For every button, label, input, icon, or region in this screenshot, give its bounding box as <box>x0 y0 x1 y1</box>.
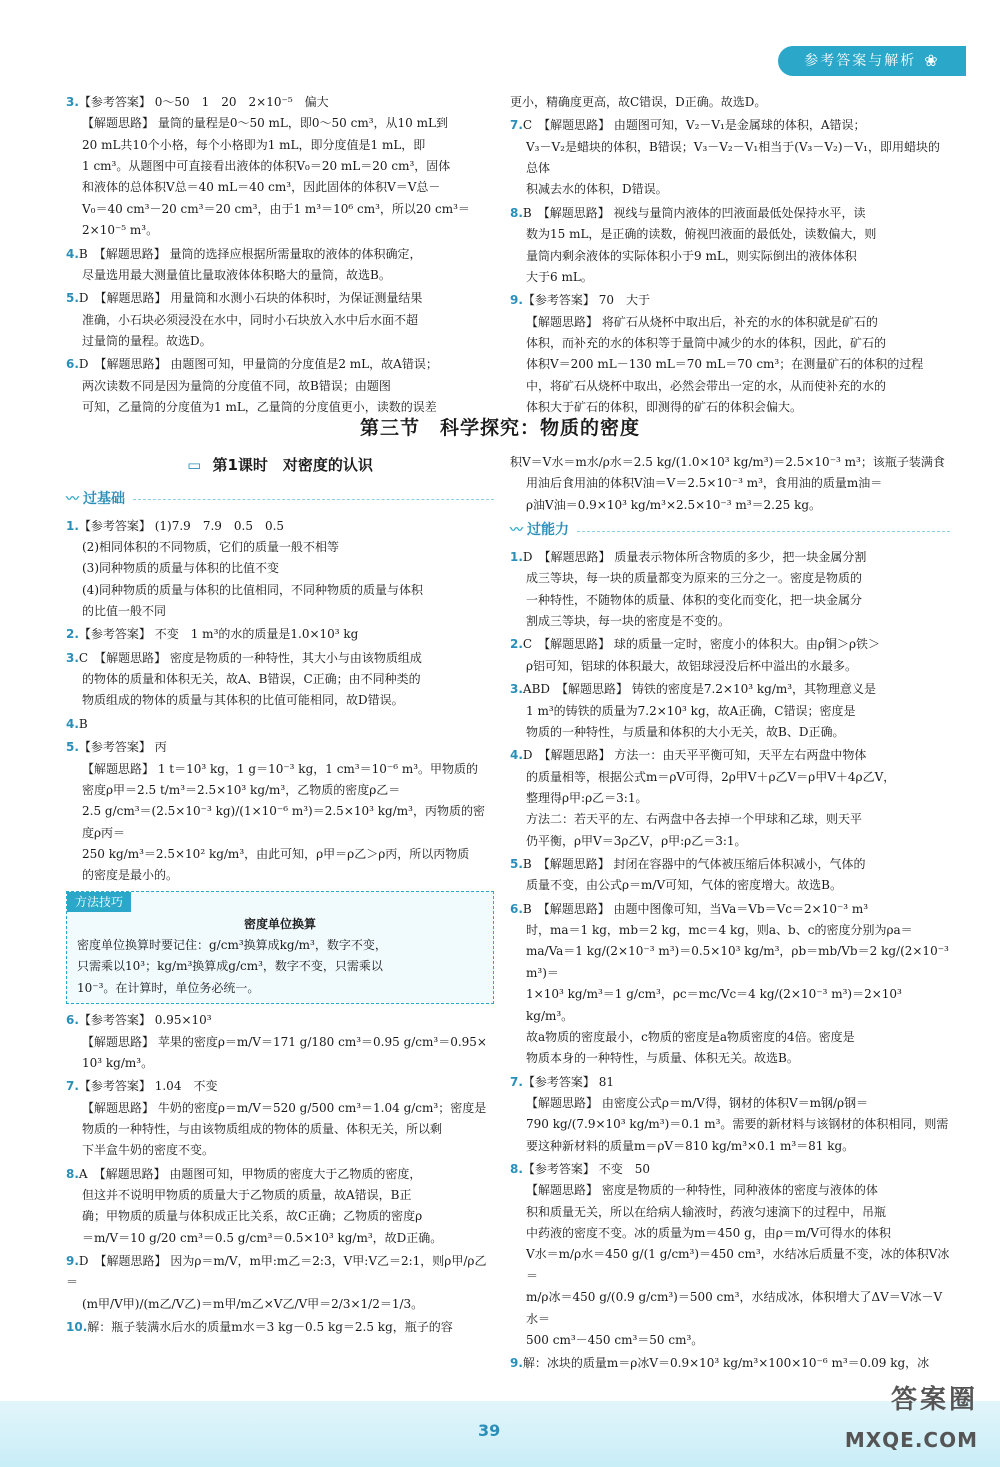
left-bottom-column <box>66 452 494 1341</box>
watermark-line2: MXQE.COM <box>844 1428 978 1453</box>
lesson-title-text: 第1课时 对密度的认识 <box>212 456 373 474</box>
answer-line <box>66 199 494 220</box>
tip-tag: 方法技巧 <box>67 892 131 912</box>
answer-line <box>66 376 494 397</box>
answer-line <box>66 265 494 286</box>
answer-line <box>510 290 950 311</box>
answer-line <box>510 92 950 113</box>
answer-line <box>66 331 494 352</box>
item-number: 2. <box>66 627 79 642</box>
answer-line <box>510 1202 950 1223</box>
answer-line <box>510 224 950 245</box>
answer-text: 的密度是最小的。 <box>82 868 179 883</box>
item-number: 5. <box>510 857 523 872</box>
answer-line <box>66 354 494 375</box>
answer-text: 【参考答案】 70 大于 <box>522 293 651 308</box>
answer-line <box>510 246 950 267</box>
answer-item <box>510 854 950 897</box>
answer-line <box>510 1223 950 1244</box>
answer-line <box>510 1093 950 1114</box>
answer-line <box>66 1251 494 1294</box>
answer-text: 两次读数不同是因为量筒的分度值不同，故B错误；由题图 <box>82 378 391 393</box>
answer-line <box>66 537 494 558</box>
answer-text: 【参考答案】 0～50 1 20 2×10⁻⁵ 偏大 <box>78 95 329 109</box>
answer-text: 积和质量无关，所以在给病人输液时，药液匀速滴下的过程中，吊瓶 <box>526 1204 887 1219</box>
answer-text: ABD 【解题思路】 铸铁的密度是7.2×10³ kg/m³，其物理意义是 <box>522 682 877 697</box>
answer-line <box>66 310 494 331</box>
lesson-title <box>66 452 494 479</box>
answer-line <box>510 875 950 896</box>
answer-text: 量筒内剩余液体的实际体积小于9 mL，则实际倒出的液体体积 <box>526 248 857 263</box>
answer-text: B 【解题思路】 量筒的选择应根据所需量取的液体的体积确定， <box>78 246 422 261</box>
answer-line <box>510 267 950 288</box>
answer-line <box>66 1010 494 1031</box>
answer-line <box>510 1244 950 1287</box>
answer-text: 尽量选用最大测量值比量取液体体积略大的量筒，故选B。 <box>82 267 391 282</box>
answer-line <box>510 1287 950 1330</box>
answer-line <box>66 690 494 711</box>
right-bottom-column <box>510 452 950 1377</box>
answer-line <box>510 1180 950 1201</box>
answer-item <box>66 1317 494 1338</box>
answer-text: 【参考答案】 1.04 不变 <box>78 1079 218 1094</box>
right-bottom-items-2 <box>510 547 950 1375</box>
answer-text: 体积大于矿石的体积，即测得的矿石的体积会偏大。 <box>526 400 803 415</box>
answer-text: 1 cm³。从题图中可直接看出液体的体积V₀＝20 mL＝20 cm³，固体 <box>82 159 451 174</box>
answer-text: (4)同种物质的质量与体积的比值相同，不同种物质的质量与体积 <box>82 582 424 597</box>
answer-text: B 【解题思路】 视线与量筒内液体的凹液面最低处保持水平，读 <box>522 205 866 220</box>
answer-text: 大于6 mL。 <box>526 269 593 284</box>
answer-line <box>510 179 950 200</box>
answer-item <box>510 1353 950 1374</box>
answer-line <box>510 333 950 354</box>
answer-text: V水＝m/ρ水＝450 g/(1 g/cm³)＝450 cm³，水结冰后质量不变，冰的体积V冰＝ <box>526 1247 950 1283</box>
answer-text: 【解题思路】 牛奶的密度ρ＝m/V＝520 g/500 cm³＝1.04 g/cm³；密度是 <box>82 1100 487 1115</box>
answer-text: 【参考答案】 81 <box>522 1074 615 1089</box>
answer-line <box>66 1140 494 1161</box>
item-number: 7. <box>66 1079 79 1094</box>
answer-line <box>510 745 950 766</box>
header-tab <box>778 46 966 76</box>
page-number: 39 <box>478 1420 501 1440</box>
item-number: 4. <box>510 748 523 763</box>
answer-text: B <box>78 716 88 731</box>
answer-text: 【解题思路】 密度是物质的一种特性，同种液体的密度与液体的体 <box>526 1183 878 1198</box>
answer-text: (2)相同体积的不同物质，它们的质量一般不相等 <box>82 539 339 554</box>
answer-item <box>66 1164 494 1249</box>
answer-text: 下半盒牛奶的密度不变。 <box>82 1143 215 1158</box>
answer-text: 整理得ρ甲:ρ乙＝3:1。 <box>526 790 648 805</box>
answer-line <box>510 611 950 632</box>
answer-line <box>510 984 950 1027</box>
answer-text: 时，ma＝1 kg，mb＝2 kg，mc＝4 kg，则a、b、c的密度分别为ρa＝ <box>526 923 913 938</box>
answer-text: 250 kg/m³＝2.5×10² kg/m³，由此可知，ρ甲＝ρ乙＞ρ丙，所以丙物质 <box>82 846 470 861</box>
answer-item <box>510 1072 950 1157</box>
answer-line <box>510 788 950 809</box>
item-number: 9. <box>510 1356 523 1371</box>
answer-line <box>510 679 950 700</box>
answer-text: 中药液的密度不变。冰的质量为m＝450 g，由ρ＝m/V可得水的体积 <box>526 1226 891 1241</box>
answer-text: 1×10³ kg/m³＝1 g/cm³，ρc＝mc/Vc＝4 kg/(2×10⁻³ m³)＝2×10³ kg/m³。 <box>526 987 902 1023</box>
answer-text: 2×10⁻⁵ m³。 <box>82 223 159 238</box>
answer-text: 一种特性，不随物体的质量、体积的变化而变化，把一块金属分 <box>526 592 863 607</box>
answer-line <box>510 656 950 677</box>
banner-basic <box>66 487 494 512</box>
answer-text: D 【解题思路】 因为ρ＝m/V，m甲:m乙＝2:3，V甲:V乙＝2:1，则ρ甲/ρ乙＝ <box>66 1254 487 1290</box>
answer-text: m/ρ冰＝450 g/(0.9 g/cm³)＝500 cm³，水结成冰，体积增大了ΔV＝V冰－V水＝ <box>526 1290 943 1326</box>
item-number: 7. <box>510 118 523 133</box>
answer-text: ＝m/V＝10 g/20 cm³＝0.5 g/cm³＝0.5×10³ kg/m³，故D正确。 <box>82 1230 443 1245</box>
answer-line <box>66 135 494 156</box>
answer-text: 体积V＝200 mL－130 mL＝70 mL＝70 cm³；在测量矿石的体积的过程 <box>526 357 924 372</box>
answer-item <box>66 1010 494 1074</box>
answer-line <box>510 1159 950 1180</box>
answer-line <box>66 220 494 241</box>
answer-line <box>66 156 494 177</box>
tip-title: 密度单位换算 <box>243 916 316 931</box>
answer-text: 确；甲物质的质量与体积成正比关系，故C正确；乙物质的密度ρ <box>82 1209 423 1224</box>
answer-text: C 【解题思路】 由题图可知，V₂－V₁是金属球的体积，A错误； <box>522 118 866 133</box>
watermark-line1: 答案圈 <box>890 1385 978 1416</box>
item-number: 9. <box>510 293 523 308</box>
wave-icon: 〰 <box>66 491 80 507</box>
answer-text: 物质的一种特性，与由该物质组成的物体的质量、体积无关，所以剩 <box>82 1121 443 1136</box>
answer-line <box>510 203 950 224</box>
banner-rule <box>133 498 494 500</box>
answer-line <box>510 941 950 984</box>
item-number: 6. <box>66 357 79 372</box>
answer-line <box>510 312 950 333</box>
answer-line <box>510 568 950 589</box>
answer-line <box>66 580 494 601</box>
item-number: 9. <box>66 1254 79 1269</box>
answer-text: ρ油V油＝0.9×10³ kg/m³×2.5×10⁻³ m³＝2.25 kg。 <box>526 497 822 512</box>
answer-item <box>66 288 494 352</box>
answer-text: 的质量相等，根据公式m＝ρV可得，2ρ甲V＋ρ乙V＝ρ甲V＋4ρ乙V， <box>526 769 896 784</box>
answer-item <box>510 634 950 677</box>
answer-text: A 【解题思路】 由题图可知，甲物质的密度大于乙物质的密度， <box>78 1166 422 1181</box>
book-icon: ▭ <box>187 456 202 474</box>
answer-line <box>66 759 494 780</box>
answer-text: 故a物质的密度最小，c物质的密度是a物质密度的4倍。密度是 <box>526 1029 855 1044</box>
answer-item <box>66 714 494 735</box>
right-top-column <box>510 92 950 420</box>
item-number: 8. <box>510 1162 523 1177</box>
answer-item <box>510 115 950 200</box>
answer-text: 【参考答案】 (1)7.9 7.9 0.5 0.5 <box>78 518 285 533</box>
answer-text: 但这并不说明甲物质的质量大于乙物质的质量，故A错误，B正 <box>82 1188 412 1203</box>
answer-text: D 【解题思路】 由题图可知，甲量筒的分度值是2 mL，故A错误； <box>78 357 438 372</box>
banner-ability-label: 过能力 <box>527 522 570 539</box>
answer-line <box>510 1072 950 1093</box>
section-title: 第三节 科学探究：物质的密度 <box>359 417 640 439</box>
answer-text: 【解题思路】 苹果的密度ρ＝m/V＝171 g/180 cm³＝0.95 g/cm³＝0.95× <box>82 1034 487 1049</box>
answer-line <box>510 452 950 473</box>
answer-line <box>66 648 494 669</box>
item-number: 4. <box>66 716 79 731</box>
answer-item <box>66 92 494 242</box>
answer-line <box>510 1114 950 1135</box>
method-tip-box <box>66 891 494 1004</box>
answer-line <box>66 1294 494 1315</box>
answer-text: 要这种新材料的质量m＝ρV＝810 kg/m³×0.1 m³＝81 kg。 <box>526 1138 855 1153</box>
answer-line <box>510 809 950 830</box>
answer-line <box>510 376 950 397</box>
answer-text: 质量不变，由公式ρ＝m/V可知，气体的密度增大。故选B。 <box>526 878 842 893</box>
answer-line <box>66 1228 494 1249</box>
answer-text: B 【解题思路】 由题中图像可知，当Va＝Vb＝Vc＝2×10⁻³ m³ <box>522 901 869 916</box>
answer-text: (m甲/V甲)/(m乙/V乙)＝m甲/m乙×V乙/V甲＝2/3×1/2＝1/3。 <box>82 1296 424 1311</box>
answer-text: 和液体的总体积V总＝40 mL＝40 cm³，因此固体的体积V＝V总－ <box>82 180 441 195</box>
answer-item <box>510 547 950 632</box>
answer-item <box>510 92 950 113</box>
answer-text: ρ铝可知，铝球的体积最大，故铝球浸没后杯中溢出的水最多。 <box>526 658 858 673</box>
answer-text: 【解题思路】 1 t＝10³ kg，1 g＝10⁻³ kg，1 cm³＝10⁻⁶ m³。甲物质的 <box>82 761 479 776</box>
answer-text: 【解题思路】 由密度公式ρ＝m/V得，钢材的体积V＝m钢/ρ钢＝ <box>526 1095 869 1110</box>
answer-line <box>510 899 950 920</box>
answer-text: 中，将矿石从烧杯中取出，必然会带出一定的水，从而使补充的水的 <box>526 378 887 393</box>
item-number: 6. <box>510 901 523 916</box>
answer-text: 成三等块，每一块的质量都变为原来的三分之一。密度是物质的 <box>526 571 863 586</box>
item-number: 3. <box>66 650 79 665</box>
answer-line <box>66 624 494 645</box>
answer-text: 更小，精确度更高，故C错误，D正确。故选D。 <box>510 95 767 109</box>
answer-line <box>510 701 950 722</box>
answer-text: 数为15 mL，是正确的读数，俯视凹液面的最低处，读数偏大，则 <box>526 227 877 242</box>
answer-line <box>510 854 950 875</box>
banner-basic-label: 过基础 <box>83 490 126 507</box>
item-number: 8. <box>510 205 523 220</box>
answer-text: 解：冰块的质量m＝ρ冰V＝0.9×10³ kg/m³×100×10⁻⁶ m³＝0.09 kg，冰 <box>522 1356 930 1371</box>
answer-text: D 【解题思路】 质量表示物体所含物质的多少，把一块金属分割 <box>522 549 867 564</box>
answer-text: 用油后食用油的体积V油＝V＝2.5×10⁻³ m³，食用油的质量m油＝ <box>526 476 883 491</box>
answer-text: 过量筒的量程。故选D。 <box>82 333 212 348</box>
answer-line <box>510 473 950 494</box>
answer-text: 【参考答案】 0.95×10³ <box>78 1013 212 1028</box>
answer-text: 物质组成的物体的质量与其体积的比值可能相同，故D错误。 <box>82 693 404 708</box>
answer-line <box>66 1053 494 1074</box>
banner-ability <box>510 518 950 543</box>
answer-text: C 【解题思路】 密度是物质的一种特性，其大小与由该物质组成 <box>78 650 422 665</box>
answer-text: 【解题思路】 将矿石从烧杯中取出后，补充的水的体积就是矿石的 <box>526 314 878 329</box>
answer-line <box>510 722 950 743</box>
item-number: 2. <box>510 637 523 652</box>
tip-line: 只需乘以10³；kg/m³换算成g/cm³，数字不变，只需乘以 <box>77 959 383 974</box>
answer-line <box>66 177 494 198</box>
answer-item <box>510 203 950 288</box>
answer-line <box>66 865 494 886</box>
answer-line <box>66 1119 494 1140</box>
answer-line <box>510 547 950 568</box>
answer-item <box>66 624 494 645</box>
answer-text: 10³ kg/m³。 <box>82 1055 154 1070</box>
answer-text: B 【解题思路】 封闭在容器中的气体被压缩后体积减小，气体的 <box>522 857 866 872</box>
answer-line <box>510 137 950 180</box>
answer-text: 物质本身的一种特性，与质量、体积无关。故选B。 <box>526 1051 799 1066</box>
answer-line <box>66 1164 494 1185</box>
answer-text: 密度ρ甲＝2.5 t/m³＝2.5×10³ kg/m³，乙物质的密度ρ乙＝ <box>82 782 401 797</box>
item-number: 10. <box>66 1320 88 1335</box>
item-number: 1. <box>66 518 79 533</box>
item-number: 5. <box>66 740 79 755</box>
answer-text: 2.5 g/cm³＝(2.5×10⁻³ kg)/(1×10⁻⁶ m³)＝2.5×10³ kg/m³，丙物质的密度ρ丙＝ <box>82 804 485 840</box>
answer-item <box>66 737 494 887</box>
answer-text: 体积，而补充的水的体积等于量筒中减少的水的体积，因此，矿石的 <box>526 335 887 350</box>
item-number: 4. <box>66 246 79 261</box>
item-number: 1. <box>510 549 523 564</box>
answer-line <box>66 244 494 265</box>
answer-line <box>66 669 494 690</box>
answer-line <box>510 354 950 375</box>
answer-item <box>66 1251 494 1315</box>
answer-text: D 【解题思路】 用量筒和水测小石块的体积时，为保证测量结果 <box>78 291 423 306</box>
answer-line <box>510 590 950 611</box>
left-bottom-items <box>66 516 494 887</box>
answer-text: V₃－V₂是蜡块的体积，B错误；V₃－V₂－V₁相当于(V₃－V₂)－V₁，即用蜡块的总体 <box>526 139 940 176</box>
answer-line <box>66 558 494 579</box>
answer-line <box>66 844 494 865</box>
item-number: 5. <box>66 291 79 306</box>
answer-line <box>66 92 494 113</box>
answer-item <box>510 745 950 852</box>
answer-line <box>510 920 950 941</box>
answer-line <box>66 1317 494 1338</box>
answer-item <box>66 244 494 287</box>
answer-text: D 【解题思路】 方法一：由天平平衡可知，天平左右两盘中物体 <box>522 748 867 763</box>
answer-line <box>66 1098 494 1119</box>
answer-line <box>66 1185 494 1206</box>
answer-text: 的物体的质量和体积无关，故A、B错误，C正确；由不同种类的 <box>82 672 421 687</box>
left-top-column <box>66 92 494 420</box>
swirl-icon: ❀ <box>924 50 940 70</box>
tip-line: 密度单位换算时要记住：g/cm³换算成kg/m³，数字不变， <box>77 938 387 953</box>
answer-line <box>510 115 950 136</box>
answer-line <box>510 1027 950 1048</box>
answer-text: 方法二：若天平的左、右两盘中各去掉一个甲球和乙球，则天平 <box>526 812 863 827</box>
answer-item <box>510 290 950 418</box>
answer-item <box>510 899 950 1070</box>
answer-text: (3)同种物质的质量与体积的比值不变 <box>82 561 279 576</box>
answer-line <box>66 1032 494 1053</box>
answer-text: 积V＝V水＝m水/ρ水＝2.5 kg/(1.0×10³ kg/m³)＝2.5×10⁻³ m³；该瓶子装满食 <box>510 455 945 469</box>
answer-line <box>510 634 950 655</box>
answer-text: 可知，乙量筒的分度值为1 mL，乙量筒的分度值更小，读数的误差 <box>82 400 437 415</box>
answer-text: 【解题思路】 量筒的量程是0～50 mL，即0～50 cm³，从10 mL到 <box>82 116 448 131</box>
answer-text: 1 m³的铸铁的质量为7.2×10³ kg，故A正确，C错误；密度是 <box>526 703 856 718</box>
answer-line <box>66 601 494 622</box>
answer-line <box>510 495 950 516</box>
answer-line <box>510 767 950 788</box>
answer-item <box>510 1159 950 1351</box>
answer-text: V₀＝40 cm³－20 cm³＝20 cm³，由于1 m³＝10⁶ cm³，所以20 cm³＝ <box>82 201 470 216</box>
answer-line <box>66 1206 494 1227</box>
answer-text: 【参考答案】 不变 50 <box>522 1162 651 1177</box>
answer-text: 仍平衡，ρ甲V＝3ρ乙V，ρ甲:ρ乙＝3:1。 <box>526 833 747 848</box>
answer-line <box>66 780 494 801</box>
item-number: 8. <box>66 1166 79 1181</box>
answer-text: 物质的一种特性，与质量和体积的大小无关，故B、D正确。 <box>526 724 845 739</box>
item-number: 7. <box>510 1074 523 1089</box>
answer-line <box>510 1048 950 1069</box>
answer-item <box>66 516 494 623</box>
answer-text: 准确，小石块必须浸没在水中，同时小石块放入水中后水面不超 <box>82 312 419 327</box>
left-bottom-items-2 <box>66 1010 494 1338</box>
answer-item <box>66 1076 494 1161</box>
answer-text: 解：瓶子装满水后水的质量m水＝3 kg－0.5 kg＝2.5 kg，瓶子的容 <box>87 1320 453 1335</box>
answer-line <box>66 737 494 758</box>
wave-icon: 〰 <box>510 522 524 538</box>
right-bottom-items <box>510 452 950 516</box>
answer-text: 割成三等块，每一块的密度是不变的。 <box>526 614 731 629</box>
answer-text: 【参考答案】 丙 <box>78 740 167 755</box>
answer-line <box>66 113 494 134</box>
answer-line <box>66 714 494 735</box>
tip-line: 10⁻³。在计算时，单位务必统一。 <box>77 980 260 995</box>
item-number: 6. <box>66 1013 79 1028</box>
answer-text: 的比值一般不同 <box>82 604 167 619</box>
answer-item <box>510 452 950 516</box>
answer-line <box>66 288 494 309</box>
answer-item <box>66 354 494 418</box>
answer-text: 790 kg/(7.9×10³ kg/m³)＝0.1 m³。需要的新材料与该钢材的体积相同，则需 <box>526 1117 949 1132</box>
answer-line <box>66 1076 494 1097</box>
tip-body <box>77 935 483 999</box>
answer-text: C 【解题思路】 球的质量一定时，密度小的体积大。由ρ铜＞ρ铁＞ <box>522 637 881 652</box>
answer-line <box>66 516 494 537</box>
banner-rule <box>577 530 950 532</box>
answer-text: 500 cm³－450 cm³＝50 cm³。 <box>526 1332 704 1347</box>
answer-line <box>510 1330 950 1351</box>
header-tab-label: 参考答案与解析 <box>804 52 917 69</box>
answer-text: 20 mL共10个小格，每个小格即为1 mL，即分度值是1 mL，即 <box>82 137 426 152</box>
answer-item <box>510 679 950 743</box>
item-number: 3. <box>510 682 523 697</box>
answer-line <box>510 1136 950 1157</box>
answer-item <box>66 648 494 712</box>
answer-text: 【参考答案】 不变 1 m³的水的质量是1.0×10³ kg <box>78 627 359 642</box>
answer-line <box>66 801 494 844</box>
answer-text: ma/Va＝1 kg/(2×10⁻³ m³)＝0.5×10³ kg/m³，ρb＝mb/Vb＝2 kg/(2×10⁻³ m³)＝ <box>526 944 949 980</box>
answer-line <box>510 1353 950 1374</box>
item-number: 3. <box>66 95 79 109</box>
answer-line <box>510 831 950 852</box>
watermark <box>845 1377 978 1459</box>
answer-text: 积减去水的体积，D错误。 <box>526 182 668 197</box>
